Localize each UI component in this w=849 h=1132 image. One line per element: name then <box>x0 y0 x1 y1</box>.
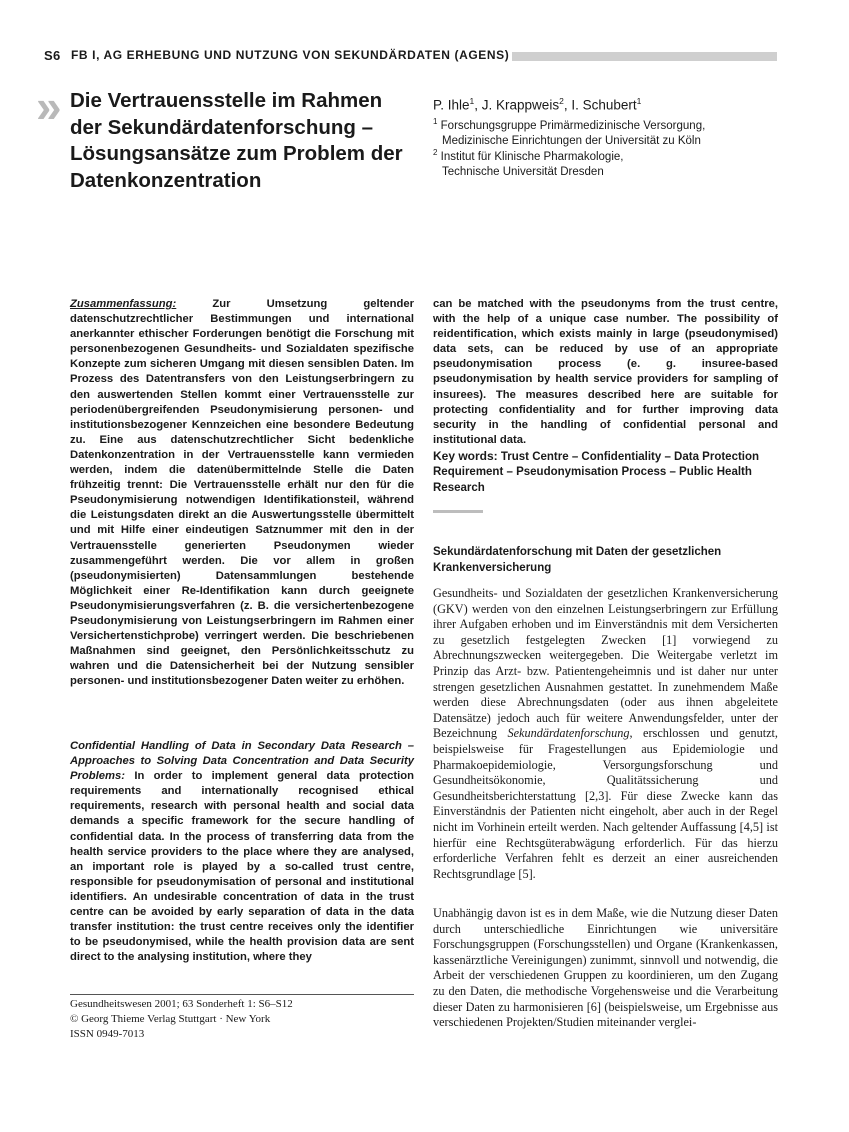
author-name: , I. Schubert <box>563 97 637 113</box>
footer-issn: ISSN 0949-7013 <box>70 1028 145 1040</box>
section-heading: Sekundärdatenforschung mit Daten der gesetzlichen Krankenversicherung <box>433 546 722 574</box>
author-affiliation-ref: 2 <box>559 96 564 106</box>
abstract-text: Zur Umsetzung geltender datenschutzrechtlicher Bestimmungen und international anerkannter ethischer Forderungen benötigt die Forschung mit personenbezogenen Gesundheits- und Sozialdaten spezifische Konzepte zum sicheren Umgang mit diesen sensiblen Daten. Im Prozess des Datentransfers von den Leistungserbringern zu den auswertenden Stellen kommt einer Vertrauensstelle zur periodenübergreifenden Pseudonymisierung personen- und institutionsbezogener Kennzeichen eine besondere Bedeutung zu. Eine aus datenschutzrechtlicher Sicht bedenkliche Datenkonzentration in der Vertrauensstelle kann vermieden werden, indem die datenübermittelnde Stelle die Daten frühzeitig trennt: Die Vertrauensstelle erhält nur den für die Pseudonymisierung notwendigen Identifikationsteil, während die Leistungsdaten direkt an die Auswertungsstelle übermittelt und mit Hilfe einer eindeutigen Satznummer mit den in der Vertrauensstelle generierten Pseudonymen wieder zusammengeführt werden. Die vor allem in großen (pseudonymisierten) Datensammlungen bestehende Möglichkeit einer Re-Identifikation kann durch geeignete Pseudonymisierungsverfahren (z. B. die versichertenbezogene Pseudonymisierung von Leistungserbringern im Rahmen einer Versichertenstichprobe) verringert werden. Die beschriebenen Maßnahmen sind geeignet, den Persönlichkeitsschutz zu wahren und die Datensicherheit bei der Nutzung sensibler personen- und institutionsbezogener Daten weiter zu erhöhen. <box>70 298 414 688</box>
body-emphasis: Sekundärdatenforschung <box>507 726 630 741</box>
affiliation-number: 1 <box>433 117 438 126</box>
author-affiliation-ref: 1 <box>469 96 475 106</box>
author-name: , J. Krappweis <box>474 97 560 113</box>
footer <box>70 997 293 1042</box>
section-header: FB I, AG ERHEBUNG UND NUTZUNG VON SEKUNDÄRDATEN (AGENS) <box>71 48 510 62</box>
page-number: S6 <box>44 48 61 63</box>
abstract-label: Confidential Handling of Data in Secondary Data Research – Approaches to Solving Data Concentration and Data Security Problems: <box>70 740 414 783</box>
article-title: Die Vertrauensstelle im Rahmen der Sekundärdatenforschung – Lösungsansätze zum Problem der Datenkonzentration <box>70 89 403 192</box>
body-text: , erschlossen und genutzt, beispielsweise für Fragestellungen aus Epidemiologie und Pharmakoepidemiologie, Versorgungsforschung und Gesundheitsökonomie, Qualitätssicherung und Gesundheitsberichterstattung [2,3]. Für diese Zwecke kann das Einverständnis der Patienten nicht eingeholt, aber auch in der Regel nicht im Vorhinein erteilt werden. Nach geltender Auffassung [4,5] ist hierfür eine Rechtsgüterabwägung erforderlich. Für das hierzu erforderliche Verfahren fehlt es derzeit an einer ausreichenden Rechtsgrundlage [5]. <box>433 726 778 881</box>
affiliation-line: Institut für Klinische Pharmakologie, <box>440 150 624 163</box>
affiliation-line: Medizinische Einrichtungen der Universität zu Köln <box>442 135 701 148</box>
title-marker-icon: » <box>36 80 56 132</box>
author-list <box>433 92 641 115</box>
body-paragraph <box>433 586 778 882</box>
author-name: P. Ihle <box>433 97 470 113</box>
abstract-german <box>70 297 414 689</box>
keywords-label: Key words: <box>433 449 498 463</box>
body-paragraph: Unabhängig davon ist es in dem Maße, wie die Nutzung dieser Daten durch unterschiedliche Einrichtungen wie universitäre Forschungsgruppen (Forschungsstellen) und Organe (Krankenkassen, kassenärztliche Vereinigungen) zunimmt, sinnvoll und notwendig, die Arbeit der verschiedenen Gruppen zu koordinieren, um den Zugang zu den Daten, die methodische Vorgehensweise und die Verarbeitung dieser Daten zu harmonisieren [6] (beispielsweise, um Ergebnisse aus verschiedenen Projekten/Studien miteinander verglei- <box>433 906 778 1030</box>
abstract-label: Zusammenfassung: <box>70 298 177 310</box>
abstract-text: In order to implement general data protection requirements and internationally recognised ethical requirements, research with personal health and social data demands a specific framework for the secure handling of confidential data. In the process of transferring data from the health service providers to the place where they are analysed, an important role is played by a so-called trust centre, responsible for pseudonymisation of personal and institutional identifiers. An undesirable concentration of data in the trust centre can be avoided by early separation of data in the data transfer institution: the trust centre receives only the identifier to be pseudonymised, while the health provision data are sent direct to the analysing institution, where they <box>70 770 414 964</box>
header-bar <box>512 52 777 61</box>
footer-rule <box>70 994 414 995</box>
abstract-english-continued: can be matched with the pseudonyms from the trust centre, with the help of a unique case number. The possibility of reidentification, which exists mainly in large (pseudonymised) data sets, can be reduced by use of an appropriate pseudonymisation process (e. g. insuree-based pseudonymisation by health service providers for sampling of insurees). The measures described here are suitable for protecting confidentiality and for further improving data security in the handling of confidential personal and institutional data. <box>433 298 778 446</box>
divider <box>433 510 483 513</box>
keywords-text: Trust Centre – Confidentiality – Data Protection Requirement – Pseudonymisation Process – Public Health Research <box>433 451 760 494</box>
keywords <box>433 449 778 496</box>
body-text: Gesundheits- und Sozialdaten der gesetzlichen Krankenversicherung (GKV) werden von den einzelnen Leistungserbringern zur Erfüllung ihrer Aufgaben erhoben und im Einverständnis mit dem Versicherten zu gesetzlich festgelegten Zwecken [1] vorwiegend zu Abrechnungszwecken weitergegeben. Die Weitergabe verletzt im Prinzip das Arzt- bzw. Patientengeheimnis und ist daher nur unter strengen gesetzlichen Ausnahmen gestattet. In zunehmendem Maße werden diese Abrechnungsdaten (oder aus ihnen abgeleitete Datensätze) jedoch auch für weitere Anwendungsfelder, unter der Bezeichnung <box>433 586 778 741</box>
footer-journal: Gesundheitswesen 2001; 63 Sonderheft 1: S6–S12 <box>70 998 293 1010</box>
footer-publisher: © Georg Thieme Verlag Stuttgart · New York <box>70 1013 271 1025</box>
affiliation-line: Technische Universität Dresden <box>442 166 604 179</box>
abstract-english <box>70 739 414 965</box>
affiliation-line: Forschungsgruppe Primärmedizinische Versorgung, <box>440 119 706 132</box>
author-affiliation-ref: 1 <box>636 96 642 106</box>
affiliation-number: 2 <box>433 148 438 157</box>
affiliation-2 <box>433 145 763 181</box>
